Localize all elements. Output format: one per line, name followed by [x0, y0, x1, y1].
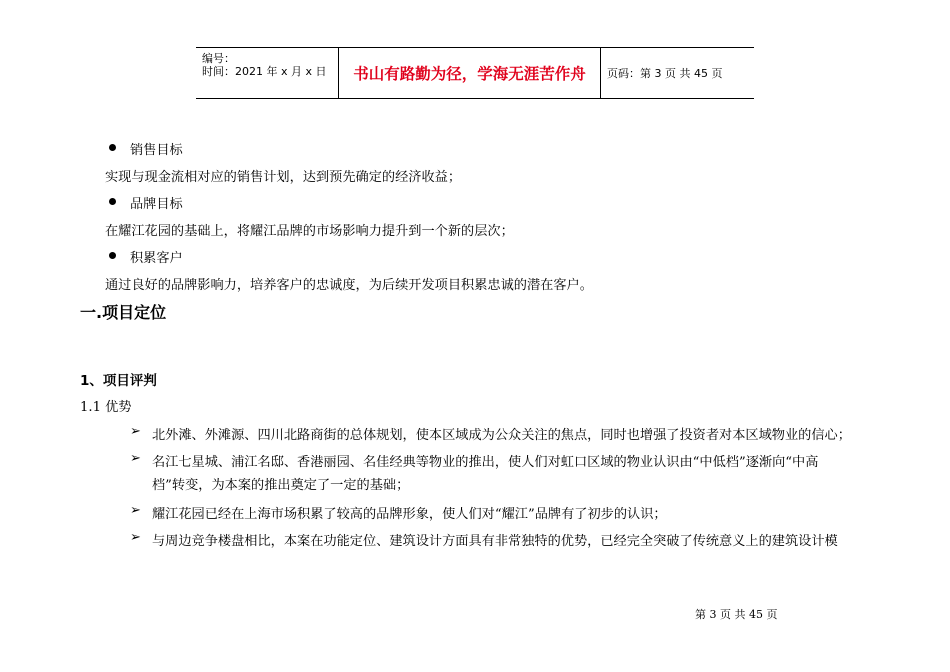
section-title: 一.项目定位 [80, 303, 167, 322]
advantage-item: 耀江花园已经在上海市场积累了较高的品牌形象，使人们对“耀江”品牌有了初步的认识； [152, 507, 667, 522]
header-motto-cell [339, 48, 601, 98]
advantage-item: 名江七星城、浦江名邸、香港丽园、名佳经典等物业的推出，使人们对虹口区域的物业认识由“中低档”逐渐向“中高 [152, 455, 819, 470]
goal-title-customers: 积累客户 [130, 251, 183, 266]
goal-text-sales: 实现与现金流相对应的销售计划，达到预先确定的经济收益； [105, 170, 462, 185]
bullet-icon [109, 144, 116, 151]
sub-sub-title: 1.1 优势 [80, 400, 132, 415]
advantage-item-continuation: 档”转变，为本案的推出奠定了一定的基础； [152, 478, 410, 493]
subsection-title: 1、项目评判 [80, 373, 157, 389]
advantage-item: 与周边竞争楼盘相比，本案在功能定位、建筑设计方面具有非常独特的优势，已经完全突破了传统意义上的建筑设计模 [152, 534, 838, 549]
header-motto: 书山有路勤为径，学海无涯苦作舟 [353, 65, 586, 83]
arrow-bullet-icon: ➢ [130, 424, 141, 439]
header-number-label: 编号： [202, 52, 235, 65]
header-page-label: 页码：第 3 页 共 45 页 [607, 67, 723, 80]
header-page-cell [601, 48, 754, 98]
page-header [196, 47, 754, 99]
header-time-label: 时间：2021 年 x 月 x 日 [202, 65, 327, 78]
goal-title-brand: 品牌目标 [130, 197, 183, 212]
bullet-icon [109, 198, 116, 205]
goal-text-customers: 通过良好的品牌影响力，培养客户的忠诚度，为后续开发项目积累忠诚的潜在客户。 [105, 278, 593, 293]
arrow-bullet-icon: ➢ [130, 530, 141, 545]
advantage-item: 北外滩、外滩源、四川北路商街的总体规划，使本区域成为公众关注的焦点，同时也增强了投资者对本区域物业的信心； [152, 428, 851, 443]
arrow-bullet-icon: ➢ [130, 503, 141, 518]
goal-text-brand: 在耀江花园的基础上，将耀江品牌的市场影响力提升到一个新的层次； [105, 224, 514, 239]
arrow-bullet-icon: ➢ [130, 451, 141, 466]
bullet-icon [109, 252, 116, 259]
page-footer: 第 3 页 共 45 页 [695, 608, 778, 621]
goal-title-sales: 销售目标 [130, 143, 183, 158]
header-meta [196, 48, 339, 98]
